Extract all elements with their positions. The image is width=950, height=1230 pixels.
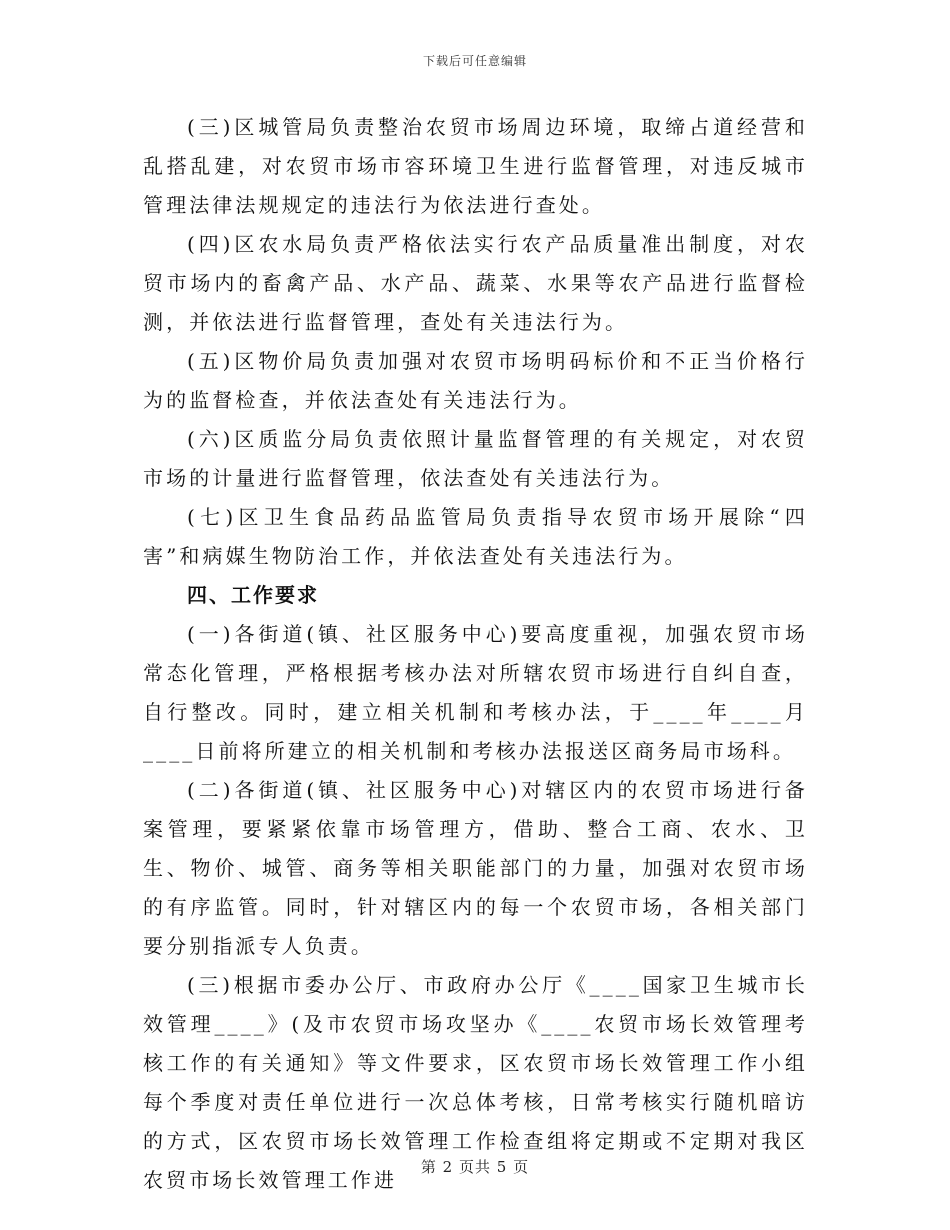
paragraph-district-health-food-drug: (七)区卫生食品药品监管局负责指导农贸市场开展除“四害”和病媒生物防治工作，并依法查处有关违法行为。 xyxy=(143,505,808,568)
section-heading-work-requirements: 四、工作要求 xyxy=(187,583,319,607)
paragraph-district-agriculture-water: (四)区农水局负责严格依法实行农产品质量准出制度，对农贸市场内的畜禽产品、水产品、蔬菜、水果等农产品进行监督检测，并依法进行监督管理，查处有关违法行为。 xyxy=(143,232,808,334)
paragraph-requirement-3: (三)根据市委办公厅、市政府办公厅《____国家卫生城市长效管理____》(及市农贸市场攻坚办《____农贸市场长效管理考核工作的有关通知》等文件要求，区农贸市场长效管理工作小组每个季度对责任单位进行一次总体考核，日常考核实行随机暗访的方式，区农贸市场长效管理工作检查组将定期或不定期对我区农贸市场长效管理工作进 xyxy=(143,973,808,1192)
paragraph-district-quality-supervision: (六)区质监分局负责依照计量监督管理的有关规定，对农贸市场的计量进行监督管理，依法查处有关违法行为。 xyxy=(143,427,808,490)
page-footer: 第 2 页共 5 页 xyxy=(420,1158,530,1176)
page-header: 下载后可任意编辑 xyxy=(422,54,527,68)
paragraph-requirement-1: (一)各街道(镇、社区服务中心)要高度重视，加强农贸市场常态化管理，严格根据考核办法对所辖农贸市场进行自纠自查，自行整改。同时，建立相关机制和考核办法，于____年____月____日前将所建立的相关机制和考核办法报送区商务局市场科。 xyxy=(143,622,808,763)
paragraph-district-price-bureau: (五)区物价局负责加强对农贸市场明码标价和不正当价格行为的监督检查，并依法查处有关违法行为。 xyxy=(143,349,808,412)
paragraph-requirement-2: (二)各街道(镇、社区服务中心)对辖区内的农贸市场进行备案管理，要紧紧依靠市场管理方，借助、整合工商、农水、卫生、物价、城管、商务等相关职能部门的力量，加强对农贸市场的有序监管。同时，针对辖区内的每一个农贸市场，各相关部门要分别指派专人负责。 xyxy=(143,778,808,958)
document-body xyxy=(143,108,808,1200)
paragraph-district-urban-management: (三)区城管局负责整治农贸市场周边环境，取缔占道经营和乱搭乱建，对农贸市场市容环境卫生进行监督管理，对违反城市管理法律法规规定的违法行为依法进行查处。 xyxy=(143,115,808,217)
